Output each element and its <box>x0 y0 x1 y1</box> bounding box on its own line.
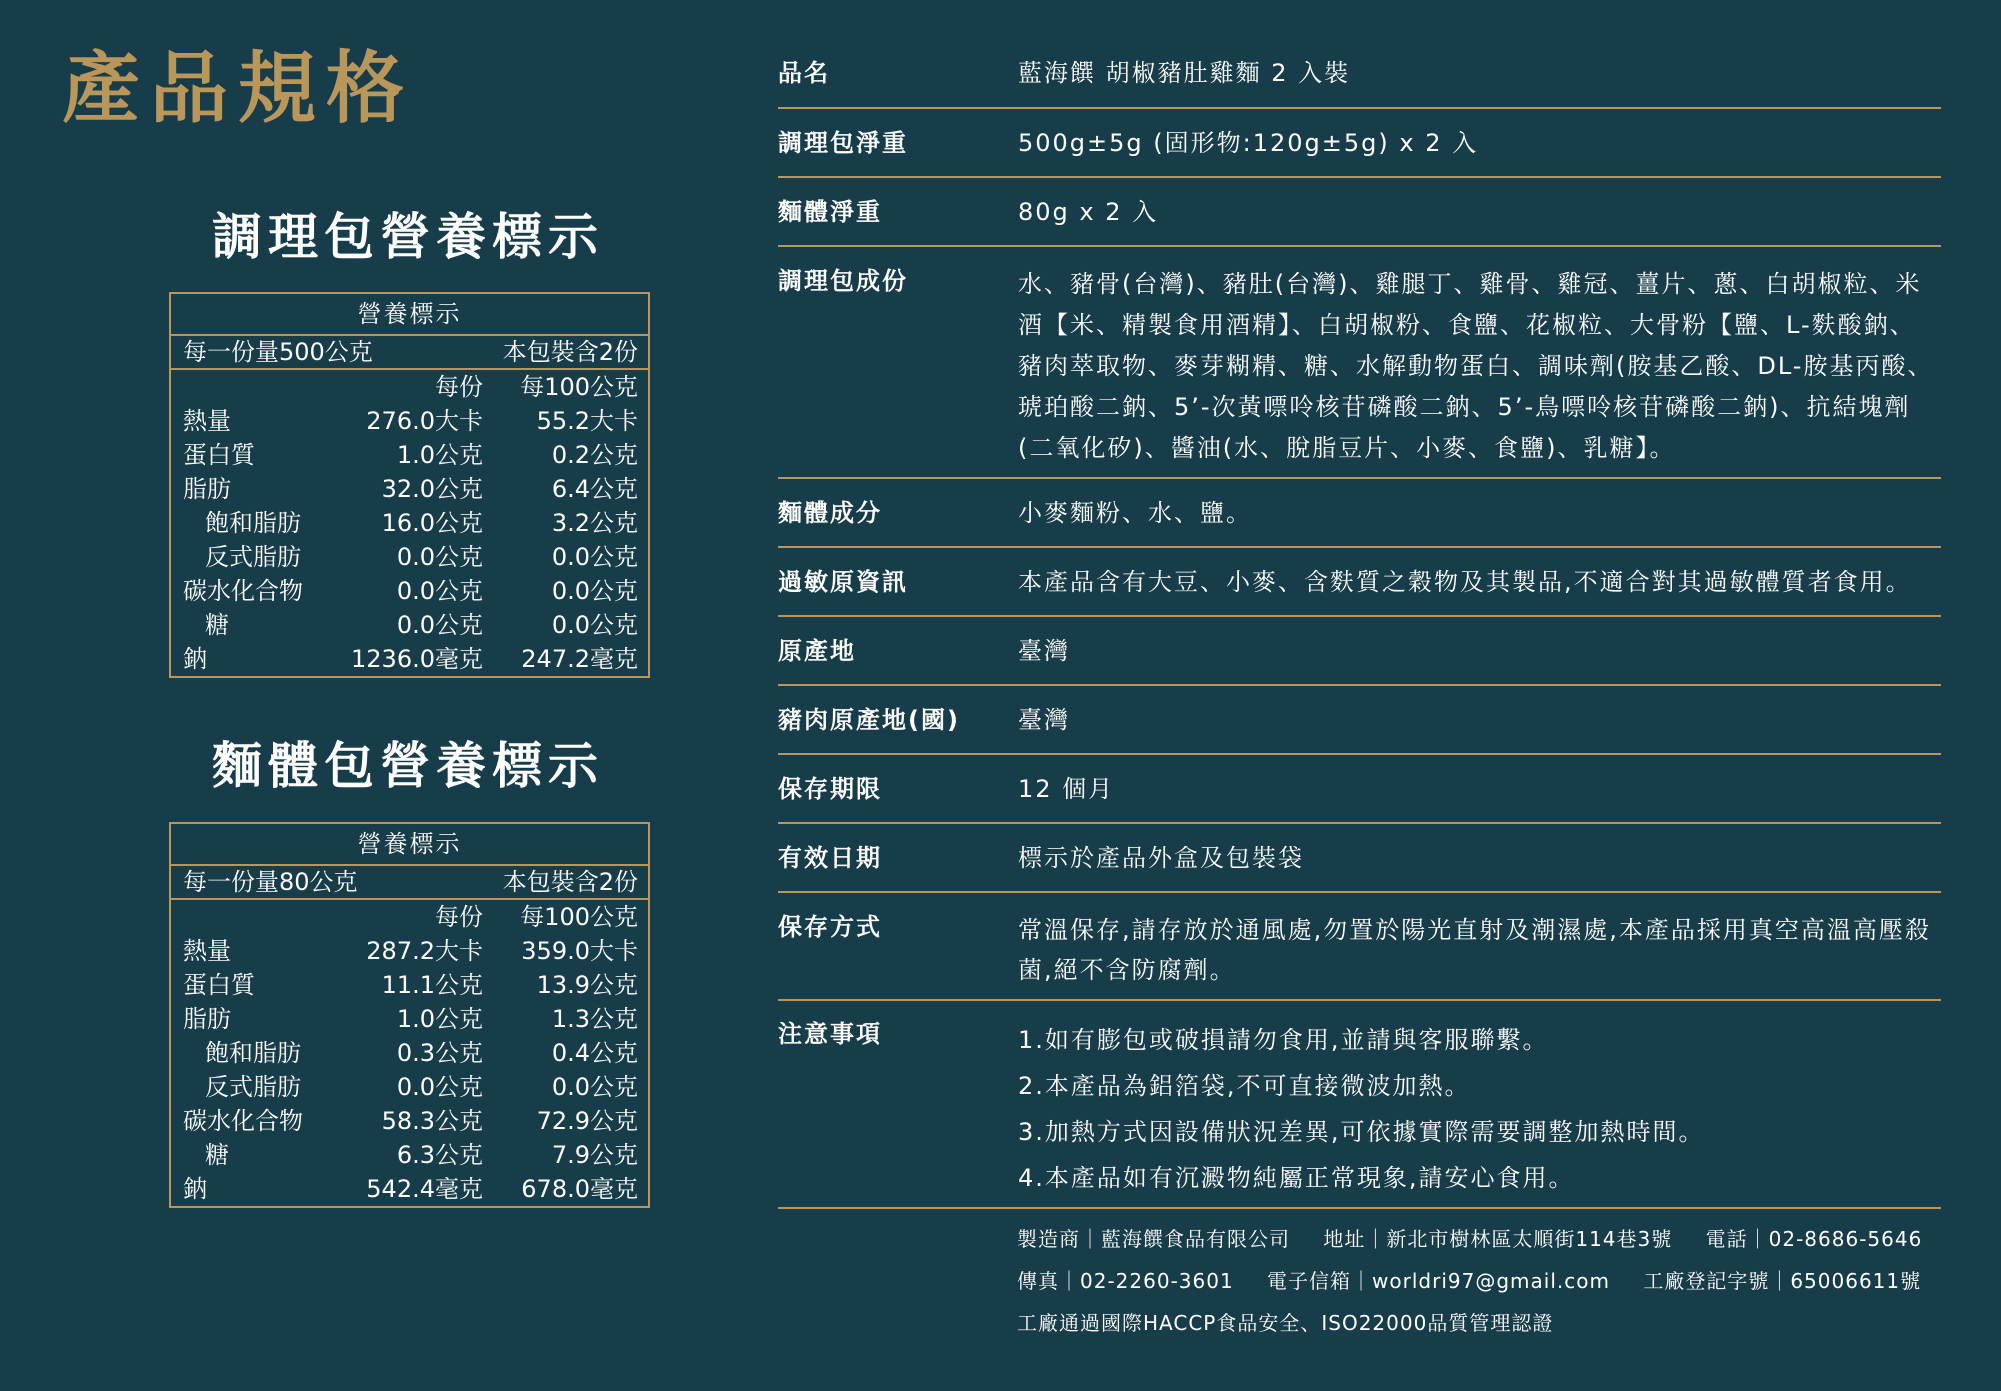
nutrient-name: 鈉 <box>183 645 207 673</box>
factory-registration: 工廠登記字號｜65006611號 <box>1643 1269 1922 1293</box>
spec-table <box>778 38 1941 1209</box>
nutrient-name: 碳水化合物 <box>183 1107 303 1135</box>
nutrient-row <box>171 1036 648 1070</box>
nutrient-row <box>171 608 648 642</box>
value-per-serving: 32.0公克 <box>381 475 483 503</box>
spec-value-line: 水、豬骨(台灣)、豬肚(台灣)、雞腿丁、雞骨、雞冠、薑片、蔥、白胡椒粒、米酒【米、精製食用酒精】、白胡椒粉、食鹽、花椒粒、大骨粉【鹽、L-麩酸鈉、豬肉萃取物、麥芽糊精、糖、水解動物蛋白、調味劑(胺基乙酸、DL-胺基丙酸、琥珀酸二鈉、5’-次黃嘌呤核苷磷酸二鈉、5’-鳥嘌呤核苷磷酸二鈉)、抗結塊劑(二氧化矽)、醬油(水、脫脂豆片、小麥、食鹽)、乳糖】。 <box>1018 270 1934 462</box>
spec-value <box>1018 496 1941 546</box>
spec-row <box>778 824 1941 893</box>
spec-value <box>1018 565 1941 615</box>
value-per-100g: 0.0公克 <box>551 611 638 639</box>
address: 地址｜新北市樹林區太順街114巷3號 <box>1323 1227 1673 1251</box>
nutrient-row <box>171 1104 648 1138</box>
nutrient-row <box>171 1070 648 1104</box>
serving-size: 每一份量80公克 <box>183 868 358 896</box>
serving-info <box>171 336 648 370</box>
spec-value <box>1018 195 1941 245</box>
spec-value-line: 藍海饌 胡椒豬肚雞麵 2 入裝 <box>1018 59 1351 87</box>
spec-value <box>1018 841 1941 891</box>
spec-row <box>778 686 1941 755</box>
spec-label: 保存期限 <box>778 775 882 803</box>
spec-value-line: 標示於產品外盒及包裝袋 <box>1018 844 1304 872</box>
value-per-100g: 247.2毫克 <box>521 645 638 673</box>
value-per-serving: 11.1公克 <box>381 971 483 999</box>
email: 電子信箱｜worldri97@gmail.com <box>1267 1269 1610 1293</box>
nutrient-row <box>171 1138 648 1172</box>
spec-label: 注意事項 <box>778 1020 882 1048</box>
value-per-100g: 6.4公克 <box>551 475 638 503</box>
servings-per-package: 本包裝含2份 <box>502 338 638 366</box>
nutrient-name: 熱量 <box>183 937 231 965</box>
spec-value <box>1018 126 1941 176</box>
spec-value-line: 2.本產品為鋁箔袋,不可直接微波加熱。 <box>1018 1072 1471 1100</box>
nutrient-name: 糖 <box>205 611 229 639</box>
spec-row <box>778 893 1941 1001</box>
value-per-serving: 287.2大卡 <box>366 937 483 965</box>
column-headers <box>171 370 648 404</box>
value-per-100g: 13.9公克 <box>536 971 638 999</box>
spec-value <box>1018 634 1941 684</box>
spec-value-line: 小麥麵粉、水、鹽。 <box>1018 499 1252 527</box>
spec-value-line: 本產品含有大豆、小麥、含麩質之穀物及其製品,不適合對其過敏體質者食用。 <box>1018 568 1912 596</box>
servings-per-package: 本包裝含2份 <box>502 868 638 896</box>
spec-label: 過敏原資訊 <box>778 568 908 596</box>
nutrient-row <box>171 1172 648 1206</box>
value-per-100g: 678.0毫克 <box>521 1175 638 1203</box>
nutrient-name: 飽和脂肪 <box>205 509 301 537</box>
value-per-serving: 1236.0毫克 <box>351 645 483 673</box>
nutrient-rows <box>171 934 648 1206</box>
spec-row <box>778 1001 1941 1209</box>
phone: 電話｜02-8686-5646 <box>1705 1227 1923 1251</box>
sauce-nutrition-label <box>169 292 650 678</box>
value-per-serving: 58.3公克 <box>381 1107 483 1135</box>
nutrient-name: 碳水化合物 <box>183 577 303 605</box>
nutrient-name: 脂肪 <box>183 1005 231 1033</box>
spec-label: 品名 <box>778 59 830 87</box>
page-title: 產品規格 <box>62 44 415 134</box>
spec-label: 麵體成分 <box>778 499 882 527</box>
nutrient-rows <box>171 404 648 676</box>
nutrient-row <box>171 472 648 506</box>
manufacturer: 製造商｜藍海饌食品有限公司 <box>1017 1227 1290 1251</box>
fax: 傳真｜02-2260-3601 <box>1017 1269 1234 1293</box>
value-per-100g: 3.2公克 <box>551 509 638 537</box>
value-per-serving: 1.0公克 <box>396 441 483 469</box>
sauce-nutrition-title: 調理包營養標示 <box>212 208 604 266</box>
spec-row <box>778 38 1941 109</box>
spec-label: 調理包成份 <box>778 267 908 295</box>
nutrient-row <box>171 968 648 1002</box>
value-per-serving: 0.0公克 <box>396 577 483 605</box>
footer-line-1 <box>1017 1218 1941 1260</box>
spec-label: 調理包淨重 <box>778 129 908 157</box>
col-per-serving: 每份 <box>435 373 483 401</box>
value-per-serving: 276.0大卡 <box>366 407 483 435</box>
spec-value <box>1018 264 1941 477</box>
spec-value-line: 500g±5g (固形物:120g±5g) x 2 入 <box>1018 129 1479 157</box>
column-headers <box>171 900 648 934</box>
nutrient-name: 脂肪 <box>183 475 231 503</box>
spec-label: 保存方式 <box>778 913 882 941</box>
value-per-100g: 0.0公克 <box>551 1073 638 1101</box>
spec-label: 豬肉原產地(國) <box>778 706 960 734</box>
nutrient-name: 鈉 <box>183 1175 207 1203</box>
nutrient-row <box>171 438 648 472</box>
value-per-serving: 6.3公克 <box>396 1141 483 1169</box>
spec-value-line: 常溫保存,請存放於通風處,勿置於陽光直射及潮濕處,本產品採用真空高溫高壓殺菌,絕不含防腐劑。 <box>1018 916 1931 984</box>
spec-value-line: 臺灣 <box>1018 637 1070 665</box>
nutrient-name: 反式脂肪 <box>205 1073 301 1101</box>
nutrient-name: 蛋白質 <box>183 971 255 999</box>
value-per-100g: 0.4公克 <box>551 1039 638 1067</box>
value-per-serving: 1.0公克 <box>396 1005 483 1033</box>
nutrient-row <box>171 404 648 438</box>
spec-label: 麵體淨重 <box>778 198 882 226</box>
noodle-nutrition-title: 麵體包營養標示 <box>212 737 604 795</box>
spec-label: 有效日期 <box>778 844 882 872</box>
value-per-serving: 0.0公克 <box>396 1073 483 1101</box>
spec-value-line: 4.本產品如有沉澱物純屬正常現象,請安心食用。 <box>1018 1164 1575 1192</box>
value-per-100g: 0.0公克 <box>551 577 638 605</box>
value-per-serving: 0.0公克 <box>396 543 483 571</box>
nutrient-name: 熱量 <box>183 407 231 435</box>
serving-size: 每一份量500公克 <box>183 338 373 366</box>
spec-value-line: 12 個月 <box>1018 775 1115 803</box>
footer-line-2 <box>1017 1260 1941 1302</box>
spec-value <box>1018 910 1941 999</box>
noodle-nutrition-label <box>169 822 650 1208</box>
value-per-100g: 7.9公克 <box>551 1141 638 1169</box>
company-info <box>1017 1218 1941 1344</box>
nutrient-row <box>171 574 648 608</box>
spec-row <box>778 548 1941 617</box>
nutrient-name: 糖 <box>205 1141 229 1169</box>
spec-value-line: 3.加熱方式因設備狀況差異,可依據實際需要調整加熱時間。 <box>1018 1118 1705 1146</box>
spec-row <box>778 247 1941 479</box>
value-per-serving: 542.4毫克 <box>366 1175 483 1203</box>
nutrient-row <box>171 540 648 574</box>
spec-value-line: 1.如有膨包或破損請勿食用,並請與客服聯繫。 <box>1018 1026 1549 1054</box>
serving-info <box>171 866 648 900</box>
nutrition-label-header: 營養標示 <box>171 824 648 866</box>
value-per-serving: 16.0公克 <box>381 509 483 537</box>
spec-row <box>778 755 1941 824</box>
spec-value-line: 臺灣 <box>1018 706 1070 734</box>
spec-row <box>778 617 1941 686</box>
spec-value-line: 80g x 2 入 <box>1018 198 1159 226</box>
value-per-serving: 0.0公克 <box>396 611 483 639</box>
value-per-serving: 0.3公克 <box>396 1039 483 1067</box>
value-per-100g: 0.2公克 <box>551 441 638 469</box>
value-per-100g: 1.3公克 <box>551 1005 638 1033</box>
footer-line-3 <box>1017 1302 1941 1344</box>
nutrient-row <box>171 934 648 968</box>
spec-row <box>778 109 1941 178</box>
spec-value <box>1018 772 1941 822</box>
spec-label: 原產地 <box>778 637 856 665</box>
nutrient-name: 飽和脂肪 <box>205 1039 301 1067</box>
col-per-serving: 每份 <box>435 903 483 931</box>
value-per-100g: 359.0大卡 <box>521 937 638 965</box>
nutrient-row <box>171 642 648 676</box>
spec-row <box>778 178 1941 247</box>
certification: 工廠通過國際HACCP食品安全、ISO22000品質管理認證 <box>1017 1311 1554 1335</box>
value-per-100g: 55.2大卡 <box>536 407 638 435</box>
value-per-100g: 0.0公克 <box>551 543 638 571</box>
nutrient-name: 反式脂肪 <box>205 543 301 571</box>
nutrient-row <box>171 506 648 540</box>
spec-value <box>1018 56 1941 107</box>
nutrient-row <box>171 1002 648 1036</box>
col-per-100g: 每100公克 <box>520 373 638 401</box>
value-per-100g: 72.9公克 <box>536 1107 638 1135</box>
col-per-100g: 每100公克 <box>520 903 638 931</box>
nutrition-label-header: 營養標示 <box>171 294 648 336</box>
spec-value <box>1018 1017 1941 1207</box>
spec-row <box>778 479 1941 548</box>
nutrient-name: 蛋白質 <box>183 441 255 469</box>
spec-value <box>1018 703 1941 753</box>
